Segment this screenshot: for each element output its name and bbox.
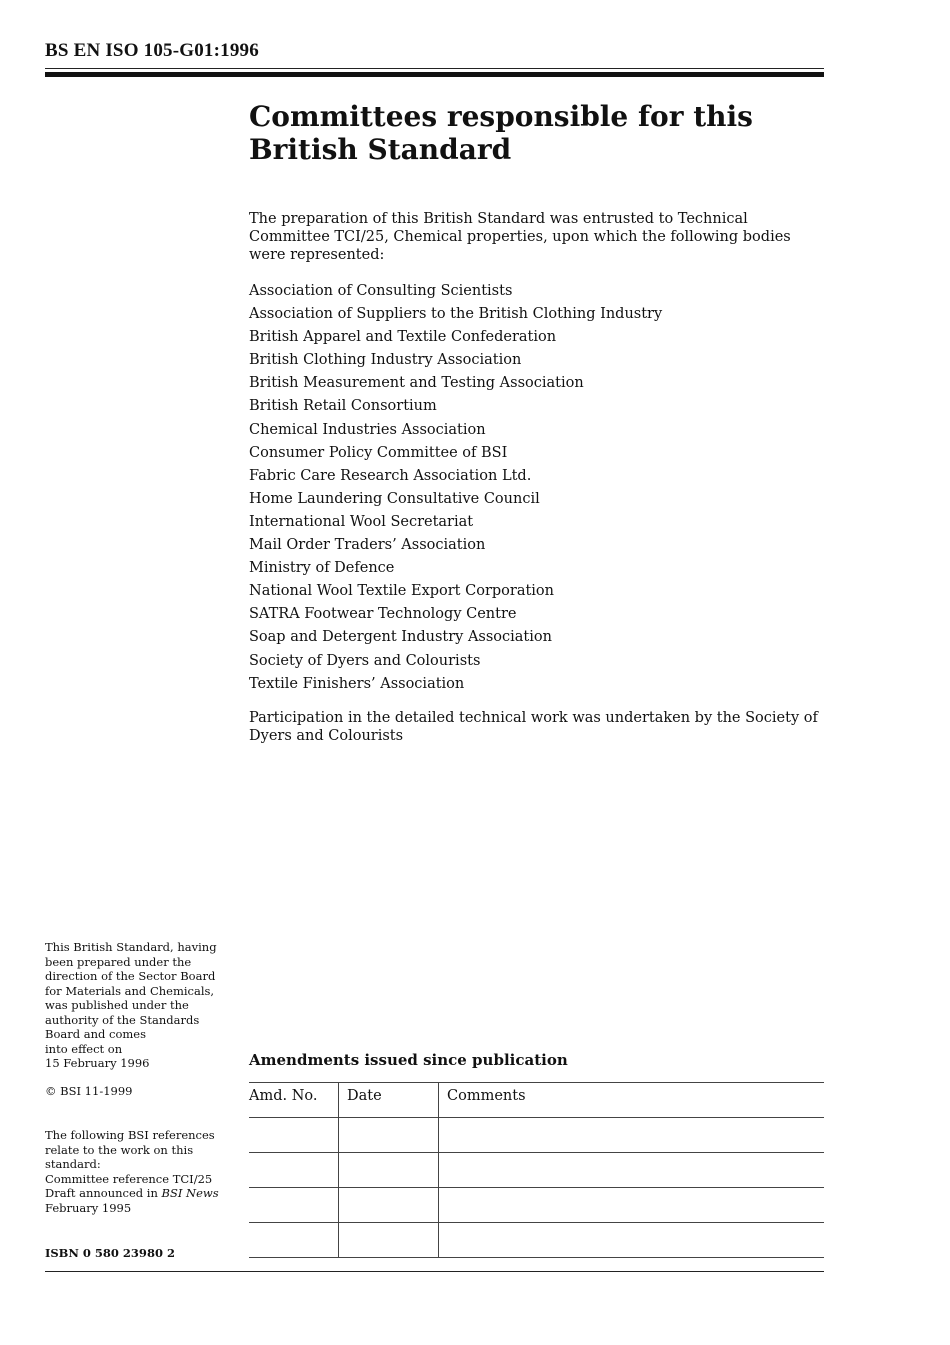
title-line: Committees responsible for this <box>249 100 753 133</box>
header-rule-thin <box>45 68 824 69</box>
list-item: Consumer Policy Committee of BSI <box>249 444 508 461</box>
bsi-news-title: BSI News <box>161 1186 219 1200</box>
list-item: Soap and Detergent Industry Association <box>249 629 552 646</box>
list-item: British Retail Consortium <box>249 398 437 415</box>
intro-paragraph: The preparation of this British Standard was entrusted to Technical Committee TCI/25, Chemical properties, upon which the following bodies were represented: <box>249 211 791 263</box>
table-cell <box>439 1153 825 1188</box>
publication-line: 15 February 1996 <box>45 1056 150 1070</box>
table-header-row <box>249 1083 824 1118</box>
table-cell <box>439 1118 825 1153</box>
list-item: Fabric Care Research Association Ltd. <box>249 467 532 484</box>
copyright-notice: © BSI 11-1999 <box>45 1084 133 1098</box>
publication-note <box>45 940 230 1071</box>
list-item: Textile Finishers’ Association <box>249 675 465 692</box>
table-cell <box>249 1118 339 1153</box>
publication-line: authority of the Standards <box>45 1012 200 1027</box>
column-header-date: Date <box>339 1083 439 1118</box>
table-cell <box>439 1188 825 1223</box>
list-item: SATRA Footwear Technology Centre <box>249 606 517 623</box>
header-rule-thick <box>45 72 824 77</box>
table-row <box>249 1223 824 1258</box>
list-item: International Wool Secretariat <box>249 513 474 530</box>
list-item: Home Laundering Consultative Council <box>249 490 540 507</box>
references-line: Committee reference TCI/25 <box>45 1171 213 1186</box>
footer-rule <box>45 1271 824 1272</box>
publication-line: been prepared under the <box>45 954 192 969</box>
represented-bodies-list <box>249 281 662 697</box>
list-item: Chemical Industries Association <box>249 421 486 438</box>
publication-line: direction of the Sector Board <box>45 969 216 983</box>
list-item: Association of Suppliers to the British Clothing Industry <box>249 306 663 323</box>
table-row <box>249 1153 824 1188</box>
title-line: British Standard <box>249 133 512 166</box>
bsi-references-note <box>45 1128 230 1215</box>
list-item: Association of Consulting Scientists <box>249 283 513 299</box>
publication-line: was published under the <box>45 998 189 1012</box>
list-item: British Clothing Industry Association <box>249 352 522 369</box>
list-item: British Apparel and Textile Confederation <box>249 329 557 346</box>
table-cell <box>249 1153 339 1188</box>
table-cell <box>339 1118 439 1153</box>
amendments-table <box>249 1082 824 1258</box>
table-cell <box>249 1188 339 1223</box>
publication-line: This British Standard, having <box>45 940 217 954</box>
page-title <box>249 100 809 166</box>
list-item: Ministry of Defence <box>249 560 395 577</box>
table-cell <box>339 1153 439 1188</box>
table-cell <box>339 1223 439 1258</box>
references-line: standard: <box>45 1157 101 1171</box>
table-cell <box>339 1188 439 1223</box>
document-code: BS EN ISO 105-G01:1996 <box>45 40 259 61</box>
column-header-comments: Comments <box>439 1083 825 1118</box>
list-item: Society of Dyers and Colourists <box>249 652 481 669</box>
table-row <box>249 1118 824 1153</box>
isbn: ISBN 0 580 23980 2 <box>45 1246 175 1260</box>
table-cell <box>249 1223 339 1258</box>
draft-prefix: Draft announced in <box>45 1186 162 1200</box>
table-row <box>249 1188 824 1223</box>
list-item: Mail Order Traders’ Association <box>249 537 486 554</box>
draft-date: February 1995 <box>45 1200 132 1215</box>
publication-line: Board and comes <box>45 1027 147 1041</box>
table-cell <box>439 1223 825 1258</box>
column-header-amd-no: Amd. No. <box>249 1083 339 1118</box>
references-line: The following BSI references <box>45 1128 215 1142</box>
publication-line: into effect on <box>45 1041 123 1056</box>
participation-paragraph: Participation in the detailed technical work was undertaken by the Society of Dyers and Colourists <box>249 710 818 744</box>
references-line: relate to the work on this <box>45 1142 194 1157</box>
publication-line: for Materials and Chemicals, <box>45 983 215 998</box>
list-item: National Wool Textile Export Corporation <box>249 583 554 600</box>
amendments-title: Amendments issued since publication <box>249 1051 568 1069</box>
list-item: British Measurement and Testing Association <box>249 375 584 392</box>
